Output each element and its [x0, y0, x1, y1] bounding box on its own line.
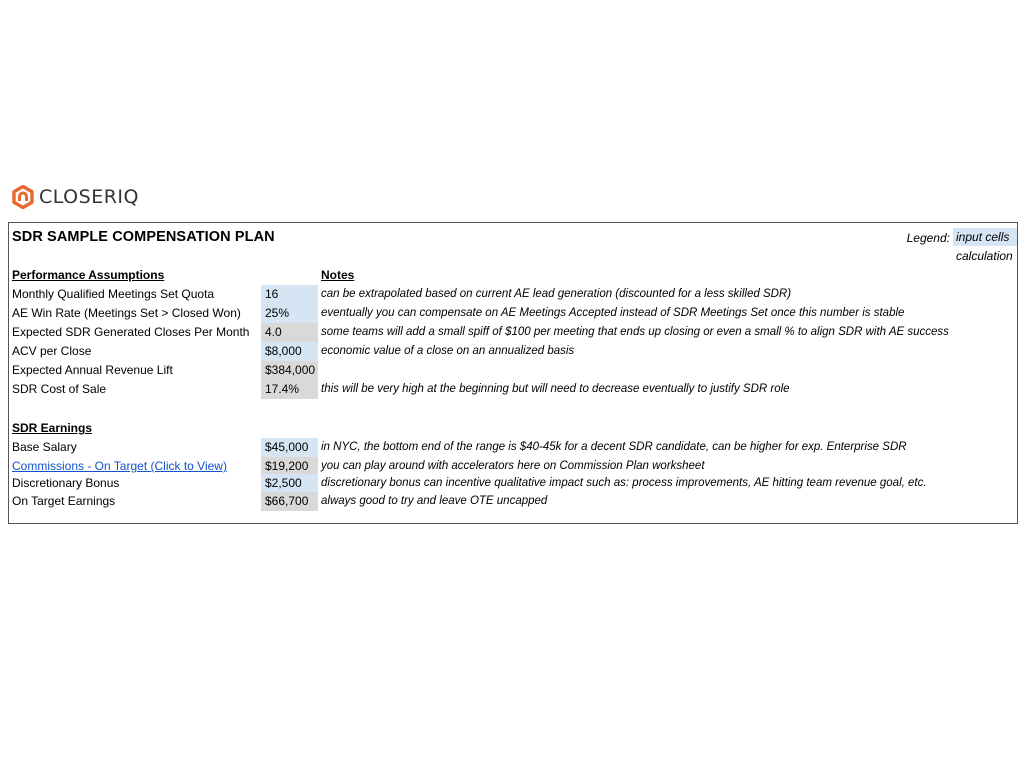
legend-input-cell: input cells: [953, 228, 1017, 246]
hexagon-logo-icon: [12, 185, 34, 209]
row-note: this will be very high at the beginning but will need to decrease eventually to justify SDR role: [321, 383, 790, 395]
input-cell[interactable]: $2,500: [261, 474, 318, 493]
logo-text: CLOSERIQ: [39, 186, 139, 208]
row-label: Expected SDR Generated Closes Per Month: [12, 325, 250, 339]
section-header-sdr-earnings: SDR Earnings: [12, 421, 93, 435]
compensation-sheet: [8, 222, 1018, 524]
legend-label: Legend:: [906, 231, 950, 245]
table-row: [9, 380, 1017, 399]
table-row: [9, 474, 1017, 493]
row-label: Base Salary: [12, 440, 77, 454]
table-row: [9, 438, 1017, 457]
calculation-cell: $66,700: [261, 492, 318, 511]
input-cell[interactable]: $8,000: [261, 342, 318, 361]
row-note: you can play around with accelerators here on Commission Plan worksheet: [321, 460, 705, 472]
input-cell[interactable]: $45,000: [261, 438, 318, 457]
table-row: [9, 323, 1017, 342]
table-row: [9, 285, 1017, 304]
row-label: Expected Annual Revenue Lift: [12, 363, 173, 377]
row-note: discretionary bonus can incentive qualitative impact such as: process improvements, AE hitting team revenue goal, etc.: [321, 477, 927, 489]
row-note: economic value of a close on an annualized basis: [321, 345, 575, 357]
input-cell[interactable]: 16: [261, 285, 318, 304]
row-label: AE Win Rate (Meetings Set > Closed Won): [12, 306, 241, 320]
notes-header: Notes: [321, 268, 355, 282]
calculation-cell: $19,200: [261, 457, 318, 476]
closeriq-logo: [12, 184, 139, 210]
row-label: SDR Cost of Sale: [12, 382, 107, 396]
row-label: On Target Earnings: [12, 494, 116, 508]
row-label: Monthly Qualified Meetings Set Quota: [12, 287, 215, 301]
calculation-cell: $384,000: [261, 361, 318, 380]
table-row: [9, 304, 1017, 323]
input-cell[interactable]: 25%: [261, 304, 318, 323]
table-row: [9, 361, 1017, 380]
row-label: ACV per Close: [12, 344, 92, 358]
row-note: can be extrapolated based on current AE lead generation (discounted for a less skilled SDR): [321, 288, 792, 300]
section-header-performance-assumptions: Performance Assumptions: [12, 268, 165, 282]
row-note: some teams will add a small spiff of $100 per meeting that ends up closing or even a small % to align SDR with AE success: [321, 326, 949, 338]
table-row: [9, 342, 1017, 361]
table-row: [9, 492, 1017, 511]
row-note: always good to try and leave OTE uncapped: [321, 495, 548, 507]
row-label: Discretionary Bonus: [12, 476, 120, 490]
calculation-cell: 4.0: [261, 323, 318, 342]
row-note: eventually you can compensate on AE Meetings Accepted instead of SDR Meetings Set once this number is stable: [321, 307, 905, 319]
calculation-cell: 17.4%: [261, 380, 318, 399]
commissions-link[interactable]: Commissions - On Target (Click to View): [12, 459, 227, 473]
legend-calculation-cell: calculation: [956, 249, 1013, 263]
sheet-title: SDR SAMPLE COMPENSATION PLAN: [12, 229, 275, 245]
row-note: in NYC, the bottom end of the range is $40-45k for a decent SDR candidate, can be higher for exp. Enterprise SDR: [321, 441, 907, 453]
